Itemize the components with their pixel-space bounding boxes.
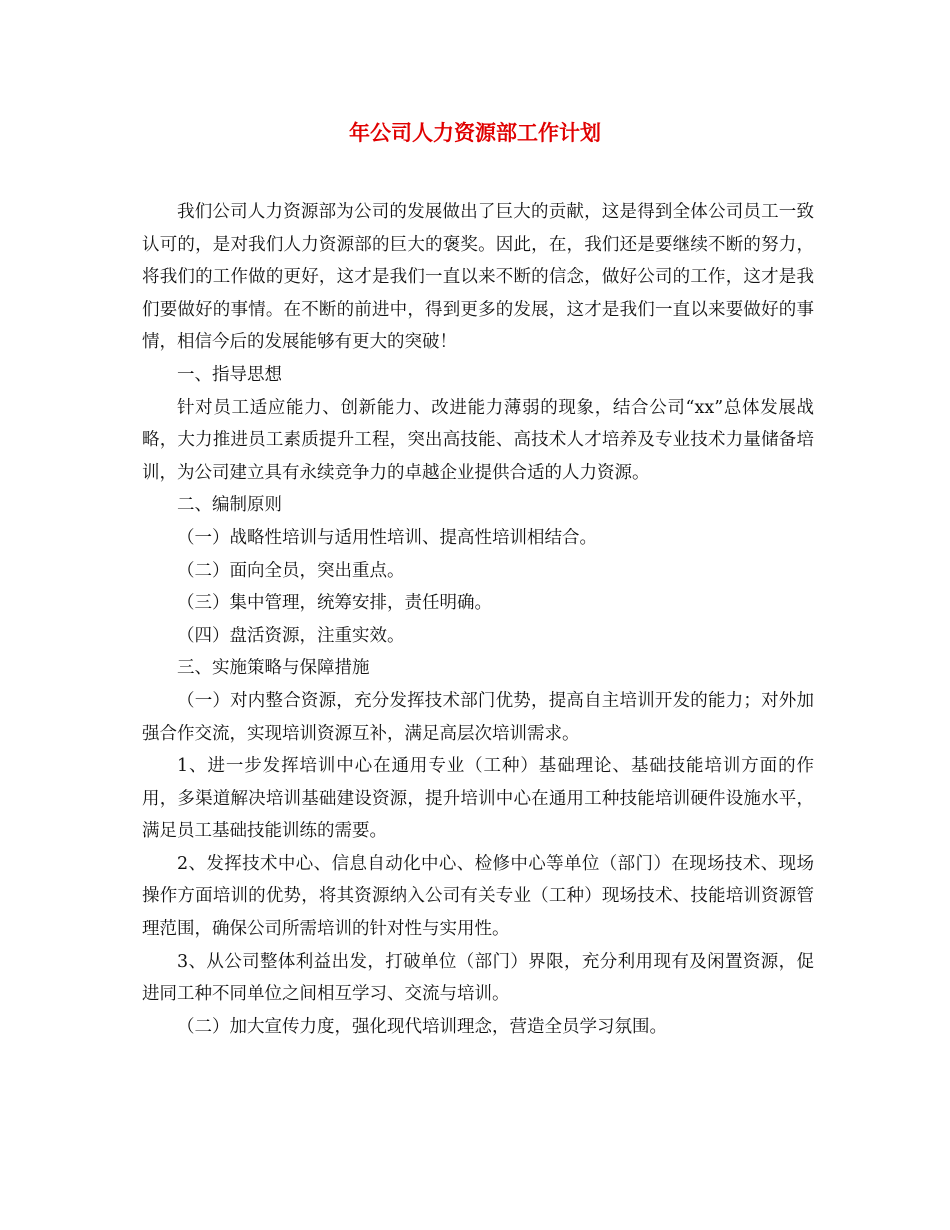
strategy-subitem: 2、发挥技术中心、信息自动化中心、检修中心等单位（部门）在现场技术、现场操作方面培训的优势，将其资源纳入公司有关专业（工种）现场技术、技能培训资源管理范围，确保公司所需培训的针对性与实用性。 [142, 853, 814, 940]
principle-item: （四）盘活资源，注重实效。 [177, 625, 405, 646]
section-heading-principles: 二、编制原则 [177, 495, 282, 516]
document-title: 年公司人力资源部工作计划 [349, 120, 601, 145]
principle-item: （二）面向全员，突出重点。 [177, 560, 405, 581]
strategy-paragraph: （一）对内整合资源，充分发挥技术部门优势，提高自主培训开发的能力；对外加强合作交流，实现培训资源互补，满足高层次培训需求。 [142, 690, 814, 744]
strategy-paragraph: （二）加大宣传力度，强化现代培训理念，营造全员学习氛围。 [177, 1016, 667, 1037]
intro-paragraph: 我们公司人力资源部为公司的发展做出了巨大的贡献，这是得到全体公司员工一致认可的，是对我们人力资源部的巨大的褒奖。因此，在，我们还是要继续不断的努力，将我们的工作做的更好，这才是我们一直以来不断的信念，做好公司的工作，这才是我们要做好的事情。在不断的前进中，得到更多的发展，这才是我们一直以来要做好的事情，相信今后的发展能够有更大的突破！ [142, 202, 814, 353]
strategy-subitem: 1、进一步发挥培训中心在通用专业（工种）基础理论、基础技能培训方面的作用，多渠道解决培训基础建设资源，提升培训中心在通用工种技能培训硬件设施水平，满足员工基础技能训练的需要。 [142, 756, 814, 842]
document-body [142, 196, 814, 1043]
section-heading-guiding-ideology: 一、指导思想 [177, 364, 282, 385]
principle-item: （三）集中管理，统筹安排，责任明确。 [177, 593, 492, 614]
section-heading-strategy: 三、实施策略与保障措施 [177, 658, 370, 679]
guiding-ideology-paragraph: 针对员工适应能力、创新能力、改进能力薄弱的现象，结合公司“xx”总体发展战略，大力推进员工素质提升工程，突出高技能、高技术人才培养及专业技术力量储备培训，为公司建立具有永续竞争力的卓越企业提供合适的人力资源。 [142, 397, 814, 483]
strategy-subitem: 3、从公司整体利益出发，打破单位（部门）界限，充分利用现有及闲置资源，促进同工种不同单位之间相互学习、交流与培训。 [142, 951, 814, 1005]
principle-item: （一）战略性培训与适用性培训、提高性培训相结合。 [177, 527, 597, 548]
